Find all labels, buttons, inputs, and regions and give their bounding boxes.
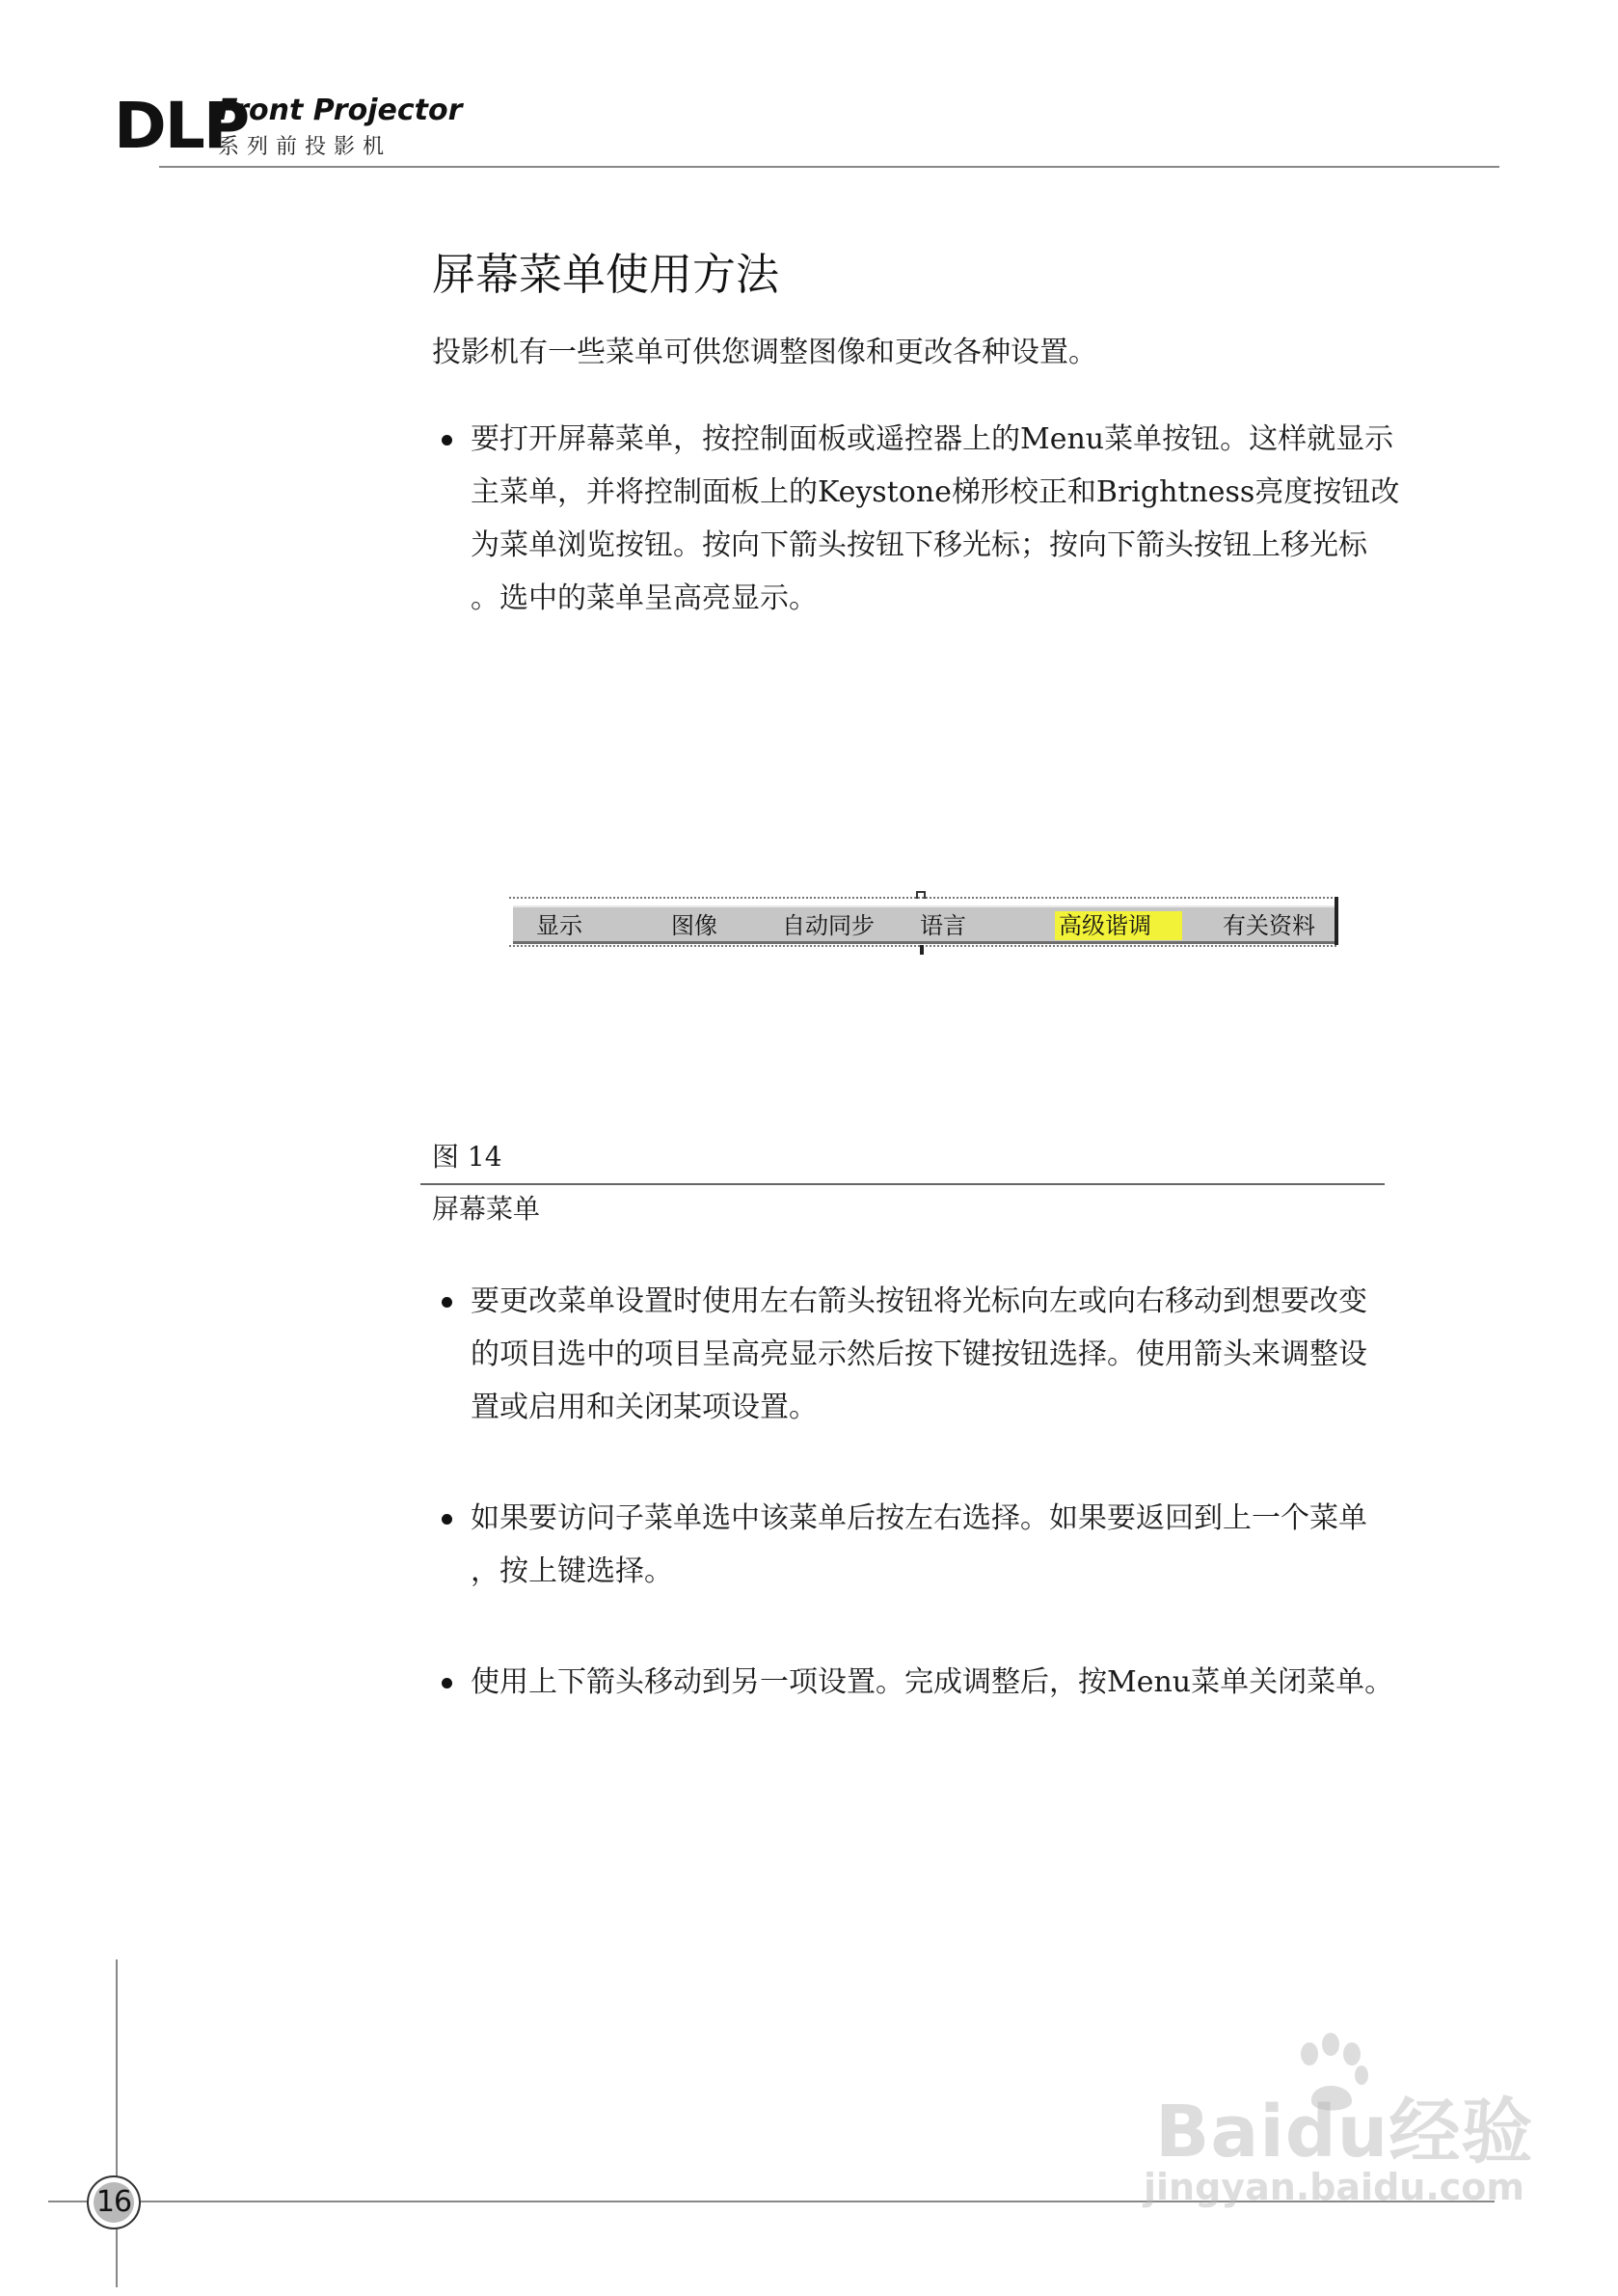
- figure-caption: 屏幕菜单: [432, 1193, 541, 1225]
- menu-bar: [513, 905, 1336, 944]
- menu-item-display[interactable]: 显示: [536, 912, 582, 939]
- header-rule: [159, 166, 1499, 168]
- logo-series-text: 系列前投影机: [218, 135, 392, 159]
- menu-cursor-marker: [920, 945, 924, 955]
- bullet-dot: [442, 1678, 452, 1688]
- menu-item-image[interactable]: 图像: [671, 912, 717, 939]
- bullet-item-submenu: [442, 1492, 1444, 1598]
- osd-menu-bar-figure: [509, 897, 1336, 955]
- bullet-dot: [442, 1297, 452, 1308]
- logo-dlp: DLP: [114, 89, 249, 163]
- bullet-text: 要更改菜单设置时使用左右箭头按钮将光标向左或向右移动到想要改变 的项目选中的项目呈高亮显示然后按下键按钮选择。使用箭头来调整设 置或启用和关闭某项设置。: [471, 1284, 1367, 1424]
- bullet-item-open-menu: [442, 413, 1444, 625]
- bullet-text: 使用上下箭头移动到另一项设置。完成调整后，按Menu菜单关闭菜单。: [471, 1665, 1394, 1699]
- bullet-item-change-settings: [442, 1275, 1444, 1434]
- footer-vertical-rule: [116, 1959, 118, 2287]
- bullet-item-close-menu: [442, 1656, 1444, 1709]
- menu-item-language[interactable]: 语言: [920, 912, 966, 939]
- figure-rule: [420, 1183, 1385, 1185]
- menu-item-advanced[interactable]: 高级谐调: [1055, 911, 1182, 940]
- menu-right-edge: [1329, 897, 1338, 945]
- figure-label: 图 14: [432, 1141, 502, 1173]
- logo-front-projector: Front Projector: [218, 94, 463, 127]
- intro-paragraph: 投影机有一些菜单可供您调整图像和更改各种设置。: [432, 336, 1097, 369]
- bullet-dot: [442, 1514, 452, 1525]
- bullet-text: 要打开屏幕菜单，按控制面板或遥控器上的Menu菜单按钮。这样就显示 主菜单，并将控制面板上的Keystone梯形校正和Brightness亮度按钮改 为菜单浏览按钮。按向下箭头按钮下移光标；按向下箭头按钮上移光标 。选中的菜单呈高亮显示。: [471, 422, 1400, 615]
- menu-notch: [916, 891, 926, 899]
- bullet-text: 如果要访问子菜单选中该菜单后按左右选择。如果要返回到上一个菜单 ，按上键选择。: [471, 1501, 1367, 1588]
- watermark-url: jingyan.baidu.com: [1144, 2166, 1524, 2208]
- menu-item-info[interactable]: 有关资料: [1223, 912, 1315, 939]
- watermark-text: Baidu经验: [1155, 2091, 1534, 2174]
- bullet-dot: [442, 435, 452, 446]
- menu-item-auto-sync[interactable]: 自动同步: [782, 912, 875, 939]
- page-number: 16: [87, 2175, 141, 2229]
- page-title: 屏幕菜单使用方法: [432, 249, 780, 300]
